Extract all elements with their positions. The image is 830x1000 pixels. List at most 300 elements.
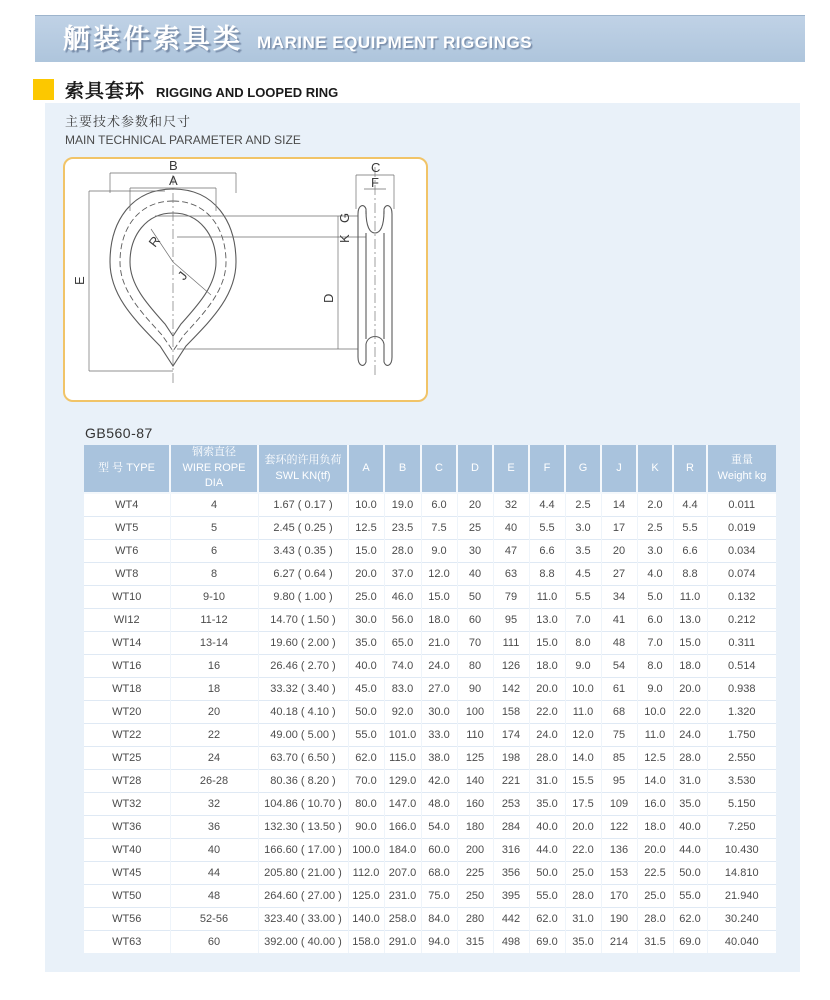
table-cell: 21.0	[421, 631, 457, 654]
table-cell: 0.311	[707, 631, 776, 654]
table-cell: 0.034	[707, 539, 776, 562]
table-cell: 126	[493, 654, 529, 677]
table-cell: 6.27 ( 0.64 )	[258, 562, 348, 585]
dim-label-R: R	[145, 233, 164, 250]
table-cell: 70	[457, 631, 493, 654]
table-cell: 55.0	[348, 723, 384, 746]
column-header: B	[384, 445, 421, 493]
table-cell: 100.0	[348, 838, 384, 861]
table-cell: WT20	[84, 700, 170, 723]
table-row	[84, 838, 776, 861]
table-cell: 2.45 ( 0.25 )	[258, 516, 348, 539]
table-cell: 10.0	[637, 700, 673, 723]
table-cell: 27	[601, 562, 637, 585]
table-cell: 132.30 ( 13.50 )	[258, 815, 348, 838]
table-cell: 15.5	[565, 769, 601, 792]
table-cell: 41	[601, 608, 637, 631]
table-cell: 24.0	[421, 654, 457, 677]
table-cell: 25.0	[565, 861, 601, 884]
table-cell: 49.00 ( 5.00 )	[258, 723, 348, 746]
table-cell: WT14	[84, 631, 170, 654]
table-cell: 15.0	[529, 631, 565, 654]
table-cell: 44.0	[673, 838, 707, 861]
table-cell: 20.0	[565, 815, 601, 838]
table-cell: 42.0	[421, 769, 457, 792]
table-cell: 31.0	[673, 769, 707, 792]
table-cell: 10.0	[348, 493, 384, 516]
table-cell: 158	[493, 700, 529, 723]
table-cell: 19.60 ( 2.00 )	[258, 631, 348, 654]
table-cell: 15.0	[673, 631, 707, 654]
table-cell: 16	[170, 654, 258, 677]
column-header: 钢索直径 WIRE ROPE DIA	[170, 445, 258, 493]
table-row	[84, 792, 776, 815]
table-cell: 8.0	[565, 631, 601, 654]
table-row	[84, 493, 776, 516]
table-cell: 18.0	[421, 608, 457, 631]
table-cell: 392.00 ( 40.00 )	[258, 930, 348, 953]
table-cell: WI12	[84, 608, 170, 631]
table-cell: 356	[493, 861, 529, 884]
table-cell: 104.86 ( 10.70 )	[258, 792, 348, 815]
table-cell: 147.0	[384, 792, 421, 815]
table-cell: 100	[457, 700, 493, 723]
table-cell: 92.0	[384, 700, 421, 723]
table-cell: 65.0	[384, 631, 421, 654]
table-cell: 9.0	[637, 677, 673, 700]
table-cell: 0.514	[707, 654, 776, 677]
table-cell: 17	[601, 516, 637, 539]
table-row	[84, 700, 776, 723]
table-cell: 20.0	[637, 838, 673, 861]
table-cell: 30.0	[421, 700, 457, 723]
table-cell: 55.0	[673, 884, 707, 907]
table-cell: 442	[493, 907, 529, 930]
dim-label-G: G	[337, 212, 352, 223]
table-cell: 6.0	[421, 493, 457, 516]
table-cell: 110	[457, 723, 493, 746]
table-cell: 75	[601, 723, 637, 746]
table-cell: 8.0	[637, 654, 673, 677]
table-cell: 16.0	[637, 792, 673, 815]
table-cell: 140.0	[348, 907, 384, 930]
table-cell: 3.0	[637, 539, 673, 562]
table-cell: 18.0	[637, 815, 673, 838]
table-cell: 48.0	[421, 792, 457, 815]
table-cell: 11.0	[529, 585, 565, 608]
table-cell: 28.0	[637, 907, 673, 930]
table-cell: 11.0	[673, 585, 707, 608]
table-cell: 47	[493, 539, 529, 562]
table-cell: 63	[493, 562, 529, 585]
column-header: E	[493, 445, 529, 493]
table-cell: 142	[493, 677, 529, 700]
table-cell: 12.5	[637, 746, 673, 769]
table-row	[84, 907, 776, 930]
table-cell: 50.0	[673, 861, 707, 884]
technical-drawing	[63, 157, 428, 402]
table-cell: 69.0	[529, 930, 565, 953]
table-cell: 3.5	[565, 539, 601, 562]
table-cell: 166.60 ( 17.00 )	[258, 838, 348, 861]
table-row	[84, 861, 776, 884]
table-cell: 6.6	[673, 539, 707, 562]
table-cell: WT6	[84, 539, 170, 562]
table-row	[84, 884, 776, 907]
dim-label-J: J	[174, 268, 191, 283]
table-cell: 1.320	[707, 700, 776, 723]
table-cell: 24.0	[529, 723, 565, 746]
table-cell: 7.0	[637, 631, 673, 654]
table-cell: 2.5	[565, 493, 601, 516]
column-header: G	[565, 445, 601, 493]
table-cell: 250	[457, 884, 493, 907]
table-cell: 166.0	[384, 815, 421, 838]
table-cell: 45.0	[348, 677, 384, 700]
table-cell: WT10	[84, 585, 170, 608]
table-cell: 60.0	[421, 838, 457, 861]
table-cell: 14.0	[637, 769, 673, 792]
table-cell: 40.18 ( 4.10 )	[258, 700, 348, 723]
table-cell: 11.0	[565, 700, 601, 723]
table-cell: 35.0	[529, 792, 565, 815]
table-cell: 35.0	[348, 631, 384, 654]
column-header: C	[421, 445, 457, 493]
table-cell: 85	[601, 746, 637, 769]
table-cell: 11.0	[637, 723, 673, 746]
standard-code: GB560-87	[85, 425, 153, 441]
table-cell: 0.132	[707, 585, 776, 608]
table-cell: 5.5	[565, 585, 601, 608]
table-cell: 31.0	[565, 907, 601, 930]
table-cell: 5.5	[529, 516, 565, 539]
table-cell: 3.530	[707, 769, 776, 792]
intro-line-en: MAIN TECHNICAL PARAMETER AND SIZE	[65, 133, 301, 147]
table-cell: 50.0	[348, 700, 384, 723]
table-cell: 122	[601, 815, 637, 838]
table-cell: 75.0	[421, 884, 457, 907]
table-cell: 24	[170, 746, 258, 769]
table-cell: 33.32 ( 3.40 )	[258, 677, 348, 700]
table-cell: 94.0	[421, 930, 457, 953]
table-cell: 13.0	[529, 608, 565, 631]
column-header: 套环的许用负荷 SWL KN(tf)	[258, 445, 348, 493]
table-row	[84, 746, 776, 769]
table-row	[84, 769, 776, 792]
table-row	[84, 608, 776, 631]
table-cell: 55.0	[529, 884, 565, 907]
table-cell: 101.0	[384, 723, 421, 746]
table-cell: 14	[601, 493, 637, 516]
table-cell: WT45	[84, 861, 170, 884]
table-cell: 68	[601, 700, 637, 723]
table-cell: 0.019	[707, 516, 776, 539]
table-cell: 125	[457, 746, 493, 769]
table-cell: 15.0	[348, 539, 384, 562]
table-cell: 2.550	[707, 746, 776, 769]
table-cell: 0.011	[707, 493, 776, 516]
table-cell: 10.0	[565, 677, 601, 700]
table-cell: 1.750	[707, 723, 776, 746]
table-cell: 8.8	[529, 562, 565, 585]
table-cell: 69.0	[673, 930, 707, 953]
column-header: K	[637, 445, 673, 493]
table-cell: 2.0	[637, 493, 673, 516]
table-cell: 160	[457, 792, 493, 815]
table-cell: 20	[170, 700, 258, 723]
table-cell: 170	[601, 884, 637, 907]
table-row	[84, 585, 776, 608]
table-cell: 61	[601, 677, 637, 700]
table-cell: 3.0	[565, 516, 601, 539]
table-cell: 80.36 ( 8.20 )	[258, 769, 348, 792]
table-cell: 13.0	[673, 608, 707, 631]
table-cell: 28.0	[673, 746, 707, 769]
table-cell: 79	[493, 585, 529, 608]
table-cell: 14.70 ( 1.50 )	[258, 608, 348, 631]
table-cell: 20.0	[529, 677, 565, 700]
table-cell: WT18	[84, 677, 170, 700]
table-cell: 221	[493, 769, 529, 792]
table-cell: 4.4	[673, 493, 707, 516]
table-cell: 10.430	[707, 838, 776, 861]
section-title-en: RIGGING AND LOOPED RING	[156, 85, 339, 100]
table-cell: 205.80 ( 21.00 )	[258, 861, 348, 884]
table-cell: WT50	[84, 884, 170, 907]
table-cell: 115.0	[384, 746, 421, 769]
table-cell: 158.0	[348, 930, 384, 953]
table-cell: 7.250	[707, 815, 776, 838]
table-cell: 31.5	[637, 930, 673, 953]
table-cell: 37.0	[384, 562, 421, 585]
table-cell: WT8	[84, 562, 170, 585]
table-cell: 40.0	[348, 654, 384, 677]
table-cell: 40	[493, 516, 529, 539]
table-cell: 12.0	[565, 723, 601, 746]
table-cell: 8	[170, 562, 258, 585]
dim-label-B: B	[169, 159, 178, 173]
table-cell: 30.0	[348, 608, 384, 631]
table-cell: 20	[457, 493, 493, 516]
dim-label-F: F	[371, 175, 379, 190]
table-cell: 25.0	[637, 884, 673, 907]
table-cell: 1.67 ( 0.17 )	[258, 493, 348, 516]
spec-table-head	[84, 445, 776, 493]
table-cell: 315	[457, 930, 493, 953]
table-cell: 140	[457, 769, 493, 792]
table-cell: 200	[457, 838, 493, 861]
table-cell: 11-12	[170, 608, 258, 631]
table-cell: 5.0	[637, 585, 673, 608]
spec-table	[84, 445, 776, 953]
table-cell: 50	[457, 585, 493, 608]
table-cell: 17.5	[565, 792, 601, 815]
table-cell: 19.0	[384, 493, 421, 516]
table-cell: 40.0	[529, 815, 565, 838]
table-cell: 129.0	[384, 769, 421, 792]
table-cell: 22.5	[637, 861, 673, 884]
content-panel	[45, 103, 800, 972]
column-header: J	[601, 445, 637, 493]
table-cell: 14.0	[565, 746, 601, 769]
table-cell: 112.0	[348, 861, 384, 884]
table-cell: 264.60 ( 27.00 )	[258, 884, 348, 907]
table-cell: 32	[170, 792, 258, 815]
table-cell: 180	[457, 815, 493, 838]
table-cell: 62.0	[529, 907, 565, 930]
table-cell: 9.0	[421, 539, 457, 562]
table-cell: 0.938	[707, 677, 776, 700]
table-cell: 21.940	[707, 884, 776, 907]
table-cell: 28.0	[565, 884, 601, 907]
table-cell: 90	[457, 677, 493, 700]
table-cell: 22	[170, 723, 258, 746]
table-cell: 12.5	[348, 516, 384, 539]
table-cell: 20.0	[673, 677, 707, 700]
table-cell: 50.0	[529, 861, 565, 884]
dim-label-E: E	[72, 276, 87, 285]
table-cell: 28.0	[529, 746, 565, 769]
table-cell: 395	[493, 884, 529, 907]
table-row	[84, 539, 776, 562]
table-cell: 27.0	[421, 677, 457, 700]
table-cell: WT32	[84, 792, 170, 815]
table-cell: 48	[601, 631, 637, 654]
table-cell: 30.240	[707, 907, 776, 930]
table-cell: 22.0	[565, 838, 601, 861]
section-heading	[33, 76, 338, 103]
table-cell: 5.150	[707, 792, 776, 815]
table-cell: 253	[493, 792, 529, 815]
table-cell: 38.0	[421, 746, 457, 769]
table-cell: 80.0	[348, 792, 384, 815]
table-cell: 26.46 ( 2.70 )	[258, 654, 348, 677]
table-row	[84, 631, 776, 654]
table-cell: 83.0	[384, 677, 421, 700]
table-cell: 18.0	[673, 654, 707, 677]
table-cell: 20.0	[348, 562, 384, 585]
table-cell: 225	[457, 861, 493, 884]
table-cell: 68.0	[421, 861, 457, 884]
table-cell: 0.074	[707, 562, 776, 585]
table-row	[84, 723, 776, 746]
column-header: R	[673, 445, 707, 493]
table-cell: 28.0	[384, 539, 421, 562]
table-cell: 62.0	[673, 907, 707, 930]
page-banner	[35, 15, 805, 62]
table-cell: 62.0	[348, 746, 384, 769]
table-cell: 9.0	[565, 654, 601, 677]
table-cell: 30	[457, 539, 493, 562]
table-cell: 6	[170, 539, 258, 562]
table-cell: 35.0	[673, 792, 707, 815]
table-cell: 25	[457, 516, 493, 539]
table-cell: 70.0	[348, 769, 384, 792]
table-cell: 31.0	[529, 769, 565, 792]
table-cell: 6.6	[529, 539, 565, 562]
table-cell: 323.40 ( 33.00 )	[258, 907, 348, 930]
table-cell: 5.5	[673, 516, 707, 539]
table-cell: 63.70 ( 6.50 )	[258, 746, 348, 769]
table-cell: WT22	[84, 723, 170, 746]
table-cell: 95	[601, 769, 637, 792]
table-cell: 34	[601, 585, 637, 608]
column-header: F	[529, 445, 565, 493]
table-cell: WT28	[84, 769, 170, 792]
header-row	[84, 445, 776, 493]
table-cell: 40.0	[673, 815, 707, 838]
table-cell: WT56	[84, 907, 170, 930]
table-cell: 4.4	[529, 493, 565, 516]
table-cell: WT5	[84, 516, 170, 539]
table-cell: 48	[170, 884, 258, 907]
table-cell: 23.5	[384, 516, 421, 539]
table-cell: 231.0	[384, 884, 421, 907]
table-cell: 12.0	[421, 562, 457, 585]
table-cell: 153	[601, 861, 637, 884]
table-cell: 184.0	[384, 838, 421, 861]
table-cell: 4.0	[637, 562, 673, 585]
table-cell: 291.0	[384, 930, 421, 953]
intro-line-zh: 主要技术参数和尺寸	[65, 114, 192, 129]
table-row	[84, 562, 776, 585]
table-cell: 54	[601, 654, 637, 677]
table-cell: WT25	[84, 746, 170, 769]
table-cell: 54.0	[421, 815, 457, 838]
table-cell: 52-56	[170, 907, 258, 930]
table-cell: 44.0	[529, 838, 565, 861]
column-header: D	[457, 445, 493, 493]
table-cell: 22.0	[529, 700, 565, 723]
table-cell: 74.0	[384, 654, 421, 677]
table-row	[84, 516, 776, 539]
table-cell: 5	[170, 516, 258, 539]
table-cell: 9-10	[170, 585, 258, 608]
banner-title-en: MARINE EQUIPMENT RIGGINGS	[257, 33, 533, 52]
table-cell: 90.0	[348, 815, 384, 838]
column-header: A	[348, 445, 384, 493]
table-row	[84, 815, 776, 838]
dim-label-D: D	[321, 293, 336, 303]
table-cell: 7.5	[421, 516, 457, 539]
table-cell: 35.0	[565, 930, 601, 953]
table-cell: 136	[601, 838, 637, 861]
table-cell: 22.0	[673, 700, 707, 723]
table-cell: 60	[457, 608, 493, 631]
dim-label-A: A	[169, 173, 178, 188]
column-header: 型 号 TYPE	[84, 445, 170, 493]
table-cell: 109	[601, 792, 637, 815]
table-cell: 498	[493, 930, 529, 953]
table-cell: 13-14	[170, 631, 258, 654]
table-cell: 0.212	[707, 608, 776, 631]
table-cell: 26-28	[170, 769, 258, 792]
table-cell: 60	[170, 930, 258, 953]
table-cell: WT36	[84, 815, 170, 838]
spec-table-body	[84, 493, 776, 953]
table-cell: 32	[493, 493, 529, 516]
dim-label-K: K	[337, 234, 352, 243]
table-cell: 3.43 ( 0.35 )	[258, 539, 348, 562]
table-cell: WT4	[84, 493, 170, 516]
table-cell: 36	[170, 815, 258, 838]
thimble-diagram-svg	[65, 159, 426, 400]
table-cell: WT40	[84, 838, 170, 861]
table-cell: 8.8	[673, 562, 707, 585]
table-cell: 18	[170, 677, 258, 700]
table-cell: 9.80 ( 1.00 )	[258, 585, 348, 608]
table-cell: 25.0	[348, 585, 384, 608]
